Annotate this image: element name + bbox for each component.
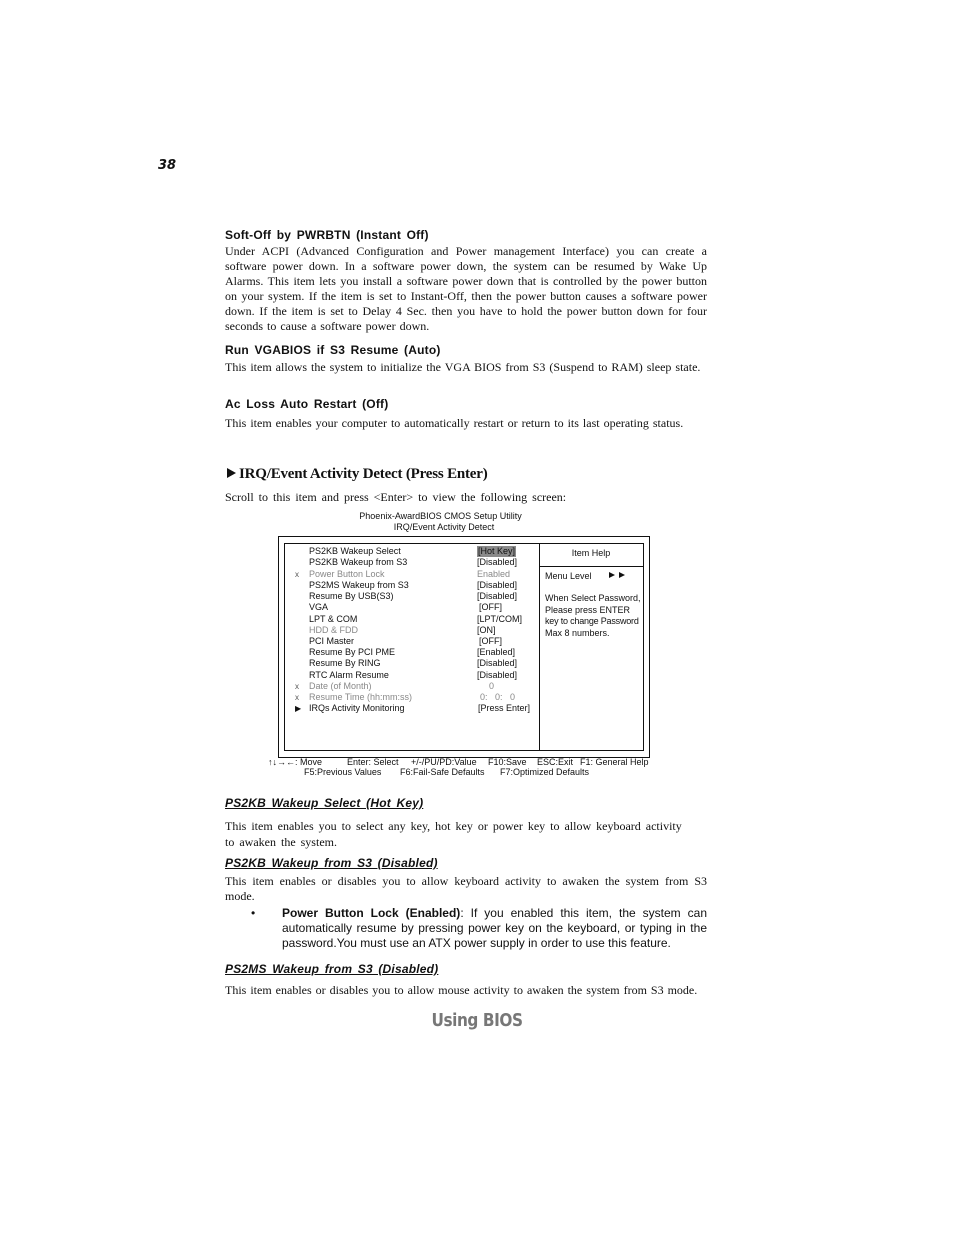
subsection-text-ps2kb-select: This item enables you to select any key, hot key or power key to allow keyboard activity to awaken the system. — [225, 819, 682, 849]
bios-row-date-of-month: x Date (of Month) 0 — [295, 681, 495, 691]
help-line: key to change Password — [545, 616, 639, 626]
bios-row-rtc-alarm[interactable]: RTC Alarm Resume [Disabled] — [309, 670, 518, 680]
key-exit: ESC:Exit — [537, 757, 574, 767]
irq-heading — [227, 466, 488, 483]
help-line: Max 8 numbers. — [545, 627, 610, 638]
bullet-label: Power Button Lock (Enabled) — [282, 906, 461, 920]
triangle-right-icon — [227, 468, 236, 478]
bios-selected-value[interactable]: [Hot Key] — [478, 546, 516, 556]
bios-row-hdd-fdd[interactable]: HDD & FDD [ON] — [309, 625, 496, 635]
bios-row-lpt-com[interactable]: LPT & COM [LPT/COM] — [309, 614, 523, 624]
menu-level-arrow-icon — [609, 572, 615, 578]
menu-level-arrow-icon — [619, 572, 625, 578]
help-line: When Select Password, — [545, 593, 641, 603]
section-text-vgabios: This item allows the system to initialize the VGA BIOS from S3 (Suspend to RAM) sleep state. — [225, 360, 701, 374]
page-number: 38 — [158, 158, 177, 173]
bios-help-divider — [539, 566, 643, 567]
bullet-body: : If you enabled this item, the system can automatically resume by pressing power key on the keyboard, or typing in the password.You must use an ATX power supply in order to use this feature. — [282, 906, 707, 950]
key-save: F10:Save — [488, 757, 527, 767]
subsection-text-ps2ms-s3: This item enables or disables you to allow mouse activity to awaken the system from S3 mode. — [225, 983, 698, 997]
irq-intro: Scroll to this item and press <Enter> to view the following screen: — [225, 490, 567, 504]
bios-row-pci-master[interactable]: PCI Master [OFF] — [309, 636, 502, 646]
bios-utility-title: Phoenix-AwardBIOS CMOS Setup Utility — [359, 511, 522, 521]
bios-row-ps2kb-wakeup-select[interactable]: PS2KB Wakeup Select [Hot Key] — [309, 546, 516, 556]
section-heading-soft-off: Soft-Off by PWRBTN (Instant Off) — [225, 228, 429, 242]
section-heading-ac-loss: Ac Loss Auto Restart (Off) — [225, 397, 389, 411]
key-failsafe-defaults: F6:Fail-Safe Defaults — [400, 767, 485, 777]
item-help-title: Item Help — [571, 548, 611, 558]
key-select: Enter: Select — [347, 757, 399, 767]
bios-screen-title: IRQ/Event Activity Detect — [393, 522, 495, 532]
menu-level-label: Menu Level — [545, 571, 592, 581]
section-text-ac-loss: This item enables your computer to automatically restart or return to its last operating status. — [225, 416, 684, 430]
bullet-text — [282, 906, 707, 951]
help-line: Please press ENTER — [545, 604, 631, 615]
bios-row-power-button-lock: x Power Button Lock Enabled — [295, 569, 511, 579]
key-move: ↑↓→←: Move — [268, 757, 323, 767]
bios-row-resume-time: x Resume Time (hh:mm:ss) 0: 0: 0 — [295, 692, 516, 702]
subsection-heading-ps2ms-s3: PS2MS Wakeup from S3 (Disabled) — [225, 962, 439, 976]
bios-row-irqs-activity[interactable]: ▶ IRQs Activity Monitoring [Press Enter] — [295, 703, 531, 713]
footer-title: Using BIOS — [431, 1010, 523, 1031]
key-help: F1: General Help — [580, 757, 649, 767]
key-value: +/-/PU/PD:Value — [411, 757, 477, 767]
section-text-soft-off: Under ACPI (Advanced Configuration and Power management Interface) you can create a software power down. In a software power down, the system can be resumed by Wake Up Alarms. This item lets you install a software power down that is controlled by the power button on your system. If the item is set to Instant-Off, then the power button causes a software power down. If the item is set to Delay 4 Sec. then you have to hold the power button down for four seconds to cause a software power down. — [225, 244, 707, 333]
section-heading-vgabios: Run VGABIOS if S3 Resume (Auto) — [225, 343, 441, 357]
bios-row-vga[interactable]: VGA [OFF] — [309, 602, 502, 612]
key-legend-line-1 — [268, 757, 322, 767]
key-optimized-defaults: F7:Optimized Defaults — [500, 767, 590, 777]
bios-row-resume-ring[interactable]: Resume By RING [Disabled] — [309, 658, 518, 668]
bios-row-ps2kb-wakeup-s3[interactable]: PS2KB Wakeup from S3 [Disabled] — [309, 557, 518, 567]
menu-level — [545, 571, 625, 583]
help-text — [545, 593, 642, 639]
bullet-symbol: • — [251, 906, 256, 920]
key-previous-values: F5:Previous Values — [304, 767, 382, 777]
bios-row-resume-pci-pme[interactable]: Resume By PCI PME [Enabled] — [309, 647, 516, 657]
subsection-text-ps2kb-s3: This item enables or disables you to allow keyboard activity to awaken the system from S3 mode. — [225, 874, 707, 903]
bios-row-ps2ms-wakeup-s3[interactable]: PS2MS Wakeup from S3 [Disabled] — [309, 580, 518, 590]
subsection-heading-ps2kb-s3: PS2KB Wakeup from S3 (Disabled) — [225, 856, 438, 870]
irq-heading-text: IRQ/Event Activity Detect (Press Enter) — [239, 466, 488, 482]
bios-row-resume-usb[interactable]: Resume By USB(S3) [Disabled] — [309, 591, 518, 601]
submenu-arrow-icon: ▶ — [295, 704, 302, 713]
subsection-heading-ps2kb-select: PS2KB Wakeup Select (Hot Key) — [225, 796, 424, 810]
